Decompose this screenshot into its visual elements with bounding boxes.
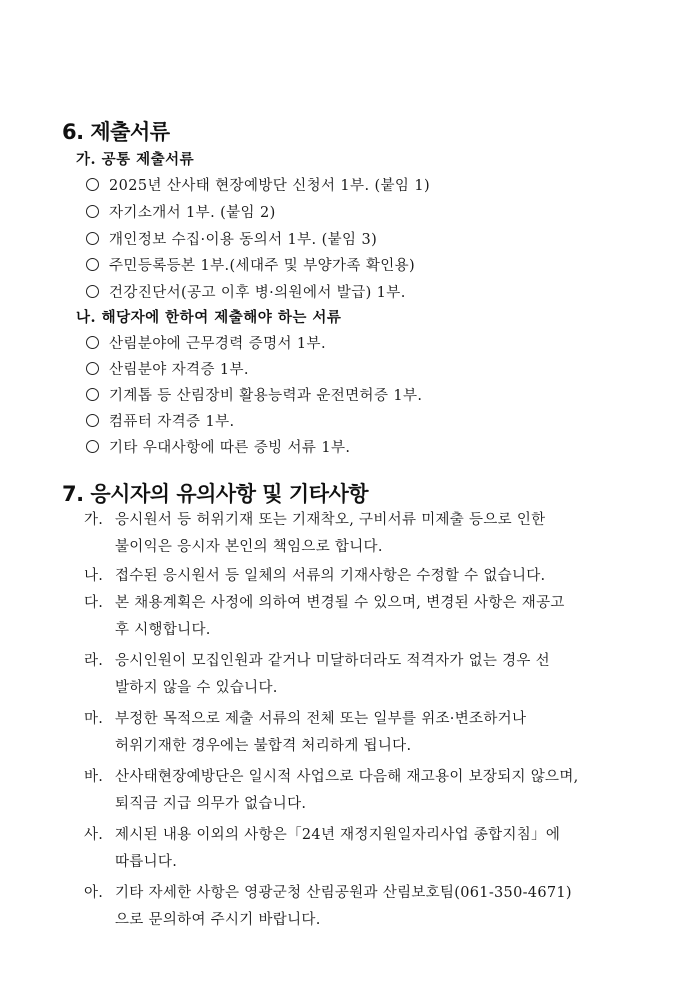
notes-list xyxy=(84,507,644,934)
note-item: 마. 부정한 목적으로 제출 서류의 전체 또는 일부를 위조·변조하거나 xyxy=(84,711,527,727)
list-item: 건강진단서(공고 이후 병·의원에서 발급) 1부. xyxy=(86,281,406,302)
note-continuation: 후 시행합니다. xyxy=(115,622,211,638)
list-item: 기타 우대사항에 따른 증빙 서류 1부. xyxy=(86,436,350,457)
circle-bullet-icon xyxy=(86,232,99,245)
note-item: 다. 본 채용계획은 사정에 의하여 변경될 수 있으며, 변경된 사항은 재공고 xyxy=(84,595,565,611)
list-item: 자기소개서 1부. (붙임 2) xyxy=(86,201,276,222)
circle-bullet-icon xyxy=(86,440,99,453)
note-continuation: 으로 문의하여 주시기 바랍니다. xyxy=(115,912,321,928)
circle-bullet-icon xyxy=(86,336,99,349)
note-item: 라. 응시인원이 모집인원과 같거나 미달하더라도 적격자가 없는 경우 선 xyxy=(84,653,550,669)
list-item: 2025년 산사태 현장예방단 신청서 1부. (붙임 1) xyxy=(86,174,430,195)
list-item: 주민등록등본 1부.(세대주 및 부양가족 확인용) xyxy=(86,254,415,275)
circle-bullet-icon xyxy=(86,285,99,298)
note-item: 아. 기타 자세한 사항은 영광군청 산림공원과 산림보호팀(061-350-4671) xyxy=(84,885,572,901)
note-item: 가. 응시원서 등 허위기재 또는 기재착오, 구비서류 미제출 등으로 인한 xyxy=(84,512,546,528)
note-item: 바. 산사태현장예방단은 일시적 사업으로 다음해 재고용이 보장되지 않으며, xyxy=(84,769,579,785)
list-item: 개인정보 수집·이용 동의서 1부. (붙임 3) xyxy=(86,228,377,249)
note-continuation: 발하지 않을 수 있습니다. xyxy=(115,680,278,696)
section-6-title: 6. 제출서류 xyxy=(62,120,170,144)
note-continuation: 따릅니다. xyxy=(115,854,178,870)
note-continuation: 허위기재한 경우에는 불합격 처리하게 됩니다. xyxy=(115,738,412,754)
circle-bullet-icon xyxy=(86,178,99,191)
list-item: 산림분야 자격증 1부. xyxy=(86,358,249,379)
list-item: 컴퓨터 자격증 1부. xyxy=(86,410,235,431)
circle-bullet-icon xyxy=(86,258,99,271)
circle-bullet-icon xyxy=(86,388,99,401)
subsection-common-title: 가. 공통 제출서류 xyxy=(76,151,195,168)
circle-bullet-icon xyxy=(86,205,99,218)
circle-bullet-icon xyxy=(86,414,99,427)
note-item: 나. 접수된 응시원서 등 일체의 서류의 기재사항은 수정할 수 없습니다. xyxy=(84,568,546,584)
subsection-conditional-title: 나. 해당자에 한하여 제출해야 하는 서류 xyxy=(76,309,342,326)
circle-bullet-icon xyxy=(86,362,99,375)
note-continuation: 불이익은 응시자 본인의 책임으로 합니다. xyxy=(115,539,383,555)
list-item: 기계톱 등 산림장비 활용능력과 운전면허증 1부. xyxy=(86,384,422,405)
list-item: 산림분야에 근무경력 증명서 1부. xyxy=(86,332,326,353)
note-item: 사. 제시된 내용 이외의 사항은「24년 재정지원일자리사업 종합지침」에 xyxy=(84,827,561,843)
section-7-title: 7. 응시자의 유의사항 및 기타사항 xyxy=(62,482,369,506)
note-continuation: 퇴직금 지급 의무가 없습니다. xyxy=(115,796,307,812)
